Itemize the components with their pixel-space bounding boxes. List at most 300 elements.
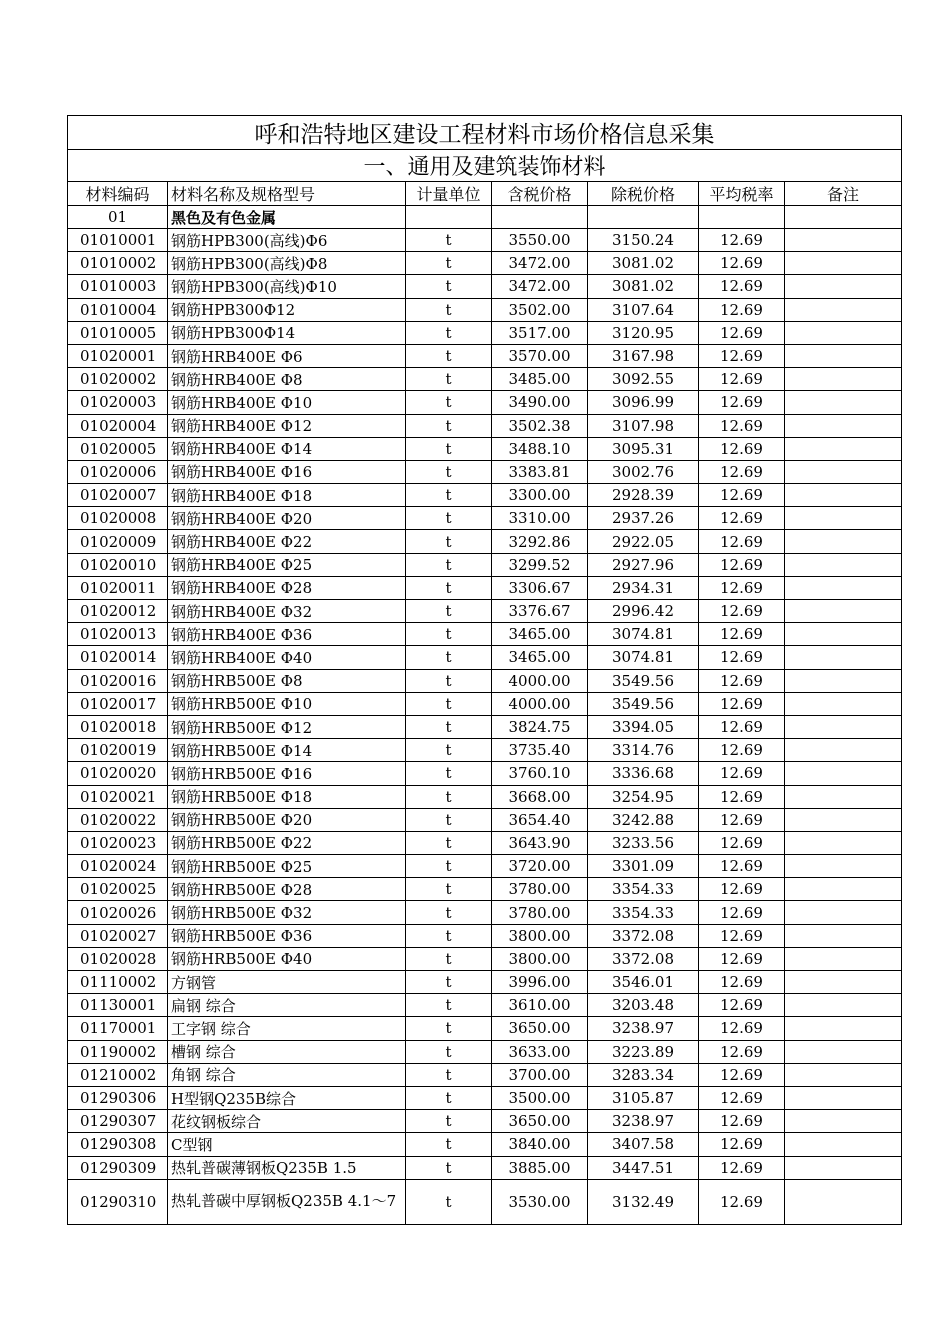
cell-price-notax[interactable]: 3354.33 bbox=[588, 878, 699, 901]
cell-name[interactable]: C型钢 bbox=[168, 1133, 406, 1156]
cell-price-notax[interactable]: 3203.48 bbox=[588, 994, 699, 1017]
cell-unit[interactable]: t bbox=[406, 368, 492, 391]
cell-price-notax[interactable]: 3074.81 bbox=[588, 646, 699, 669]
cell-price-notax[interactable]: 2996.42 bbox=[588, 600, 699, 623]
cell-unit[interactable]: t bbox=[406, 553, 492, 576]
header-note[interactable]: 备注 bbox=[785, 182, 902, 206]
cell-rate[interactable]: 12.69 bbox=[699, 901, 785, 924]
cell-name[interactable]: 扁钢 综合 bbox=[168, 994, 406, 1017]
cell-rate[interactable]: 12.69 bbox=[699, 715, 785, 738]
cell-price-tax[interactable]: 3383.81 bbox=[492, 460, 588, 483]
cell-rate[interactable]: 12.69 bbox=[699, 1110, 785, 1133]
cell-note[interactable] bbox=[785, 437, 902, 460]
cell-price-notax[interactable]: 3002.76 bbox=[588, 460, 699, 483]
cell-name[interactable]: 钢筋HRB400E Φ16 bbox=[168, 460, 406, 483]
cell-unit[interactable]: t bbox=[406, 1156, 492, 1179]
cell-code[interactable]: 01020018 bbox=[68, 715, 168, 738]
cell-price-tax[interactable]: 3485.00 bbox=[492, 368, 588, 391]
cell-price-tax[interactable]: 3465.00 bbox=[492, 623, 588, 646]
header-price-notax[interactable]: 除税价格 bbox=[588, 182, 699, 206]
cell-rate[interactable]: 12.69 bbox=[699, 1017, 785, 1040]
cell-rate[interactable]: 12.69 bbox=[699, 460, 785, 483]
cell-price-tax[interactable]: 3650.00 bbox=[492, 1017, 588, 1040]
cell-unit[interactable]: t bbox=[406, 1063, 492, 1086]
cell-unit[interactable]: t bbox=[406, 1086, 492, 1109]
cell-name[interactable]: 钢筋HRB400E Φ28 bbox=[168, 576, 406, 599]
cell-note[interactable] bbox=[785, 530, 902, 553]
category-note-cell[interactable] bbox=[785, 206, 902, 229]
cell-price-notax[interactable]: 3447.51 bbox=[588, 1156, 699, 1179]
cell-code[interactable]: 01110002 bbox=[68, 971, 168, 994]
cell-note[interactable] bbox=[785, 924, 902, 947]
header-price-tax[interactable]: 含税价格 bbox=[492, 182, 588, 206]
cell-unit[interactable]: t bbox=[406, 762, 492, 785]
cell-code[interactable]: 01020011 bbox=[68, 576, 168, 599]
cell-price-tax[interactable]: 3310.00 bbox=[492, 507, 588, 530]
cell-price-tax[interactable]: 3720.00 bbox=[492, 855, 588, 878]
cell-rate[interactable]: 12.69 bbox=[699, 1156, 785, 1179]
cell-note[interactable] bbox=[785, 1086, 902, 1109]
cell-rate[interactable]: 12.69 bbox=[699, 321, 785, 344]
cell-price-notax[interactable]: 3407.58 bbox=[588, 1133, 699, 1156]
cell-note[interactable] bbox=[785, 646, 902, 669]
cell-rate[interactable]: 12.69 bbox=[699, 391, 785, 414]
cell-name[interactable]: 钢筋HRB500E Φ36 bbox=[168, 924, 406, 947]
cell-note[interactable] bbox=[785, 1133, 902, 1156]
cell-unit[interactable]: t bbox=[406, 715, 492, 738]
header-rate[interactable]: 平均税率 bbox=[699, 182, 785, 206]
cell-code[interactable]: 01290309 bbox=[68, 1156, 168, 1179]
cell-code[interactable]: 01290308 bbox=[68, 1133, 168, 1156]
cell-note[interactable] bbox=[785, 947, 902, 970]
cell-rate[interactable]: 12.69 bbox=[699, 298, 785, 321]
cell-note[interactable] bbox=[785, 414, 902, 437]
cell-note[interactable] bbox=[785, 855, 902, 878]
cell-rate[interactable]: 12.69 bbox=[699, 646, 785, 669]
cell-rate[interactable]: 12.69 bbox=[699, 530, 785, 553]
cell-code[interactable]: 01020019 bbox=[68, 739, 168, 762]
cell-name[interactable]: H型钢Q235B综合 bbox=[168, 1086, 406, 1109]
cell-note[interactable] bbox=[785, 808, 902, 831]
cell-unit[interactable]: t bbox=[406, 252, 492, 275]
cell-price-tax[interactable]: 3500.00 bbox=[492, 1086, 588, 1109]
cell-price-notax[interactable]: 3081.02 bbox=[588, 252, 699, 275]
cell-price-tax[interactable]: 3530.00 bbox=[492, 1179, 588, 1224]
cell-price-notax[interactable]: 3254.95 bbox=[588, 785, 699, 808]
cell-unit[interactable]: t bbox=[406, 391, 492, 414]
cell-rate[interactable]: 12.69 bbox=[699, 762, 785, 785]
cell-name[interactable]: 槽钢 综合 bbox=[168, 1040, 406, 1063]
cell-code[interactable]: 01020004 bbox=[68, 414, 168, 437]
cell-unit[interactable]: t bbox=[406, 1110, 492, 1133]
cell-code[interactable]: 01020028 bbox=[68, 947, 168, 970]
cell-note[interactable] bbox=[785, 321, 902, 344]
cell-rate[interactable]: 12.69 bbox=[699, 623, 785, 646]
cell-name[interactable]: 钢筋HRB500E Φ28 bbox=[168, 878, 406, 901]
cell-price-tax[interactable]: 3996.00 bbox=[492, 971, 588, 994]
cell-note[interactable] bbox=[785, 971, 902, 994]
cell-code[interactable]: 01020026 bbox=[68, 901, 168, 924]
cell-unit[interactable]: t bbox=[406, 414, 492, 437]
cell-name[interactable]: 钢筋HRB500E Φ22 bbox=[168, 831, 406, 854]
cell-code[interactable]: 01020009 bbox=[68, 530, 168, 553]
cell-price-tax[interactable]: 3885.00 bbox=[492, 1156, 588, 1179]
cell-price-notax[interactable]: 2928.39 bbox=[588, 484, 699, 507]
cell-price-notax[interactable]: 3546.01 bbox=[588, 971, 699, 994]
cell-unit[interactable]: t bbox=[406, 878, 492, 901]
cell-note[interactable] bbox=[785, 785, 902, 808]
cell-name[interactable]: 工字钢 综合 bbox=[168, 1017, 406, 1040]
cell-price-tax[interactable]: 3780.00 bbox=[492, 878, 588, 901]
cell-price-notax[interactable]: 3354.33 bbox=[588, 901, 699, 924]
cell-price-tax[interactable]: 3472.00 bbox=[492, 275, 588, 298]
cell-price-tax[interactable]: 3800.00 bbox=[492, 924, 588, 947]
cell-name[interactable]: 钢筋HRB400E Φ22 bbox=[168, 530, 406, 553]
cell-name[interactable]: 角钢 综合 bbox=[168, 1063, 406, 1086]
cell-name[interactable]: 钢筋HRB500E Φ8 bbox=[168, 669, 406, 692]
cell-price-tax[interactable]: 4000.00 bbox=[492, 669, 588, 692]
cell-note[interactable] bbox=[785, 252, 902, 275]
cell-code[interactable]: 01010001 bbox=[68, 229, 168, 252]
cell-price-tax[interactable]: 3570.00 bbox=[492, 344, 588, 367]
cell-note[interactable] bbox=[785, 739, 902, 762]
cell-price-notax[interactable]: 2937.26 bbox=[588, 507, 699, 530]
cell-unit[interactable]: t bbox=[406, 600, 492, 623]
cell-code[interactable]: 01020005 bbox=[68, 437, 168, 460]
cell-name[interactable]: 方钢管 bbox=[168, 971, 406, 994]
cell-unit[interactable]: t bbox=[406, 831, 492, 854]
cell-rate[interactable]: 12.69 bbox=[699, 831, 785, 854]
cell-rate[interactable]: 12.69 bbox=[699, 994, 785, 1017]
cell-price-tax[interactable]: 3502.00 bbox=[492, 298, 588, 321]
category-price-notax-cell[interactable] bbox=[588, 206, 699, 229]
cell-unit[interactable]: t bbox=[406, 229, 492, 252]
cell-code[interactable]: 01190002 bbox=[68, 1040, 168, 1063]
cell-rate[interactable]: 12.69 bbox=[699, 229, 785, 252]
category-unit-cell[interactable] bbox=[406, 206, 492, 229]
cell-unit[interactable]: t bbox=[406, 901, 492, 924]
cell-unit[interactable]: t bbox=[406, 530, 492, 553]
cell-unit[interactable]: t bbox=[406, 344, 492, 367]
cell-note[interactable] bbox=[785, 553, 902, 576]
cell-price-notax[interactable]: 3372.08 bbox=[588, 947, 699, 970]
cell-rate[interactable]: 12.69 bbox=[699, 1133, 785, 1156]
cell-name[interactable]: 钢筋HRB500E Φ10 bbox=[168, 692, 406, 715]
cell-price-notax[interactable]: 2934.31 bbox=[588, 576, 699, 599]
cell-rate[interactable]: 12.69 bbox=[699, 484, 785, 507]
sheet-title[interactable]: 呼和浩特地区建设工程材料市场价格信息采集 bbox=[68, 116, 902, 150]
cell-price-tax[interactable]: 3488.10 bbox=[492, 437, 588, 460]
cell-price-notax[interactable]: 3372.08 bbox=[588, 924, 699, 947]
cell-code[interactable]: 01290307 bbox=[68, 1110, 168, 1133]
cell-name[interactable]: 热轧普碳中厚钢板Q235B 4.1～7 bbox=[168, 1179, 406, 1224]
cell-code[interactable]: 01020014 bbox=[68, 646, 168, 669]
cell-name[interactable]: 钢筋HRB400E Φ10 bbox=[168, 391, 406, 414]
cell-price-notax[interactable]: 3314.76 bbox=[588, 739, 699, 762]
cell-code[interactable]: 01010005 bbox=[68, 321, 168, 344]
cell-price-notax[interactable]: 3092.55 bbox=[588, 368, 699, 391]
cell-code[interactable]: 01020010 bbox=[68, 553, 168, 576]
cell-price-notax[interactable]: 3107.98 bbox=[588, 414, 699, 437]
category-code[interactable]: 01 bbox=[68, 206, 168, 229]
cell-name[interactable]: 花纹钢板综合 bbox=[168, 1110, 406, 1133]
cell-price-tax[interactable]: 3643.90 bbox=[492, 831, 588, 854]
cell-rate[interactable]: 12.69 bbox=[699, 947, 785, 970]
cell-price-tax[interactable]: 3306.67 bbox=[492, 576, 588, 599]
cell-name[interactable]: 钢筋HRB400E Φ25 bbox=[168, 553, 406, 576]
cell-rate[interactable]: 12.69 bbox=[699, 924, 785, 947]
cell-price-notax[interactable]: 3120.95 bbox=[588, 321, 699, 344]
cell-rate[interactable]: 12.69 bbox=[699, 368, 785, 391]
cell-unit[interactable]: t bbox=[406, 275, 492, 298]
cell-code[interactable]: 01130001 bbox=[68, 994, 168, 1017]
cell-rate[interactable]: 12.69 bbox=[699, 344, 785, 367]
cell-note[interactable] bbox=[785, 576, 902, 599]
cell-rate[interactable]: 12.69 bbox=[699, 1179, 785, 1224]
cell-note[interactable] bbox=[785, 368, 902, 391]
cell-name[interactable]: 钢筋HRB500E Φ18 bbox=[168, 785, 406, 808]
cell-unit[interactable]: t bbox=[406, 298, 492, 321]
cell-note[interactable] bbox=[785, 344, 902, 367]
cell-unit[interactable]: t bbox=[406, 1017, 492, 1040]
cell-price-tax[interactable]: 3654.40 bbox=[492, 808, 588, 831]
cell-code[interactable]: 01020012 bbox=[68, 600, 168, 623]
cell-unit[interactable]: t bbox=[406, 692, 492, 715]
cell-code[interactable]: 01020020 bbox=[68, 762, 168, 785]
cell-price-tax[interactable]: 3376.67 bbox=[492, 600, 588, 623]
cell-price-tax[interactable]: 3472.00 bbox=[492, 252, 588, 275]
cell-rate[interactable]: 12.69 bbox=[699, 576, 785, 599]
cell-name[interactable]: 钢筋HRB500E Φ25 bbox=[168, 855, 406, 878]
cell-rate[interactable]: 12.69 bbox=[699, 855, 785, 878]
cell-price-tax[interactable]: 3292.86 bbox=[492, 530, 588, 553]
cell-unit[interactable]: t bbox=[406, 576, 492, 599]
cell-price-notax[interactable]: 3394.05 bbox=[588, 715, 699, 738]
cell-code[interactable]: 01020025 bbox=[68, 878, 168, 901]
cell-code[interactable]: 01020008 bbox=[68, 507, 168, 530]
cell-code[interactable]: 01020024 bbox=[68, 855, 168, 878]
cell-note[interactable] bbox=[785, 484, 902, 507]
cell-code[interactable]: 01010004 bbox=[68, 298, 168, 321]
cell-rate[interactable]: 12.69 bbox=[699, 414, 785, 437]
cell-note[interactable] bbox=[785, 507, 902, 530]
cell-code[interactable]: 01020003 bbox=[68, 391, 168, 414]
cell-price-tax[interactable]: 3800.00 bbox=[492, 947, 588, 970]
cell-price-notax[interactable]: 3132.49 bbox=[588, 1179, 699, 1224]
cell-unit[interactable]: t bbox=[406, 1040, 492, 1063]
cell-rate[interactable]: 12.69 bbox=[699, 1086, 785, 1109]
cell-unit[interactable]: t bbox=[406, 994, 492, 1017]
cell-price-notax[interactable]: 3107.64 bbox=[588, 298, 699, 321]
cell-name[interactable]: 钢筋HRB400E Φ6 bbox=[168, 344, 406, 367]
cell-name[interactable]: 钢筋HRB400E Φ14 bbox=[168, 437, 406, 460]
cell-unit[interactable]: t bbox=[406, 785, 492, 808]
cell-price-tax[interactable]: 3490.00 bbox=[492, 391, 588, 414]
cell-price-tax[interactable]: 3650.00 bbox=[492, 1110, 588, 1133]
cell-price-notax[interactable]: 2922.05 bbox=[588, 530, 699, 553]
cell-note[interactable] bbox=[785, 391, 902, 414]
cell-price-notax[interactable]: 3223.89 bbox=[588, 1040, 699, 1063]
cell-note[interactable] bbox=[785, 1063, 902, 1086]
cell-code[interactable]: 01020016 bbox=[68, 669, 168, 692]
cell-price-notax[interactable]: 3074.81 bbox=[588, 623, 699, 646]
cell-rate[interactable]: 12.69 bbox=[699, 252, 785, 275]
cell-price-notax[interactable]: 3150.24 bbox=[588, 229, 699, 252]
cell-price-tax[interactable]: 3300.00 bbox=[492, 484, 588, 507]
cell-code[interactable]: 01020001 bbox=[68, 344, 168, 367]
cell-rate[interactable]: 12.69 bbox=[699, 785, 785, 808]
cell-price-tax[interactable]: 3824.75 bbox=[492, 715, 588, 738]
cell-name[interactable]: 钢筋HRB500E Φ14 bbox=[168, 739, 406, 762]
cell-note[interactable] bbox=[785, 669, 902, 692]
cell-price-notax[interactable]: 3095.31 bbox=[588, 437, 699, 460]
cell-note[interactable] bbox=[785, 623, 902, 646]
cell-price-tax[interactable]: 3550.00 bbox=[492, 229, 588, 252]
cell-price-tax[interactable]: 3780.00 bbox=[492, 901, 588, 924]
cell-code[interactable]: 01010003 bbox=[68, 275, 168, 298]
cell-note[interactable] bbox=[785, 600, 902, 623]
cell-unit[interactable]: t bbox=[406, 855, 492, 878]
cell-price-notax[interactable]: 3549.56 bbox=[588, 669, 699, 692]
cell-unit[interactable]: t bbox=[406, 924, 492, 947]
cell-unit[interactable]: t bbox=[406, 739, 492, 762]
cell-note[interactable] bbox=[785, 460, 902, 483]
cell-name[interactable]: 钢筋HRB400E Φ8 bbox=[168, 368, 406, 391]
cell-code[interactable]: 01020021 bbox=[68, 785, 168, 808]
cell-unit[interactable]: t bbox=[406, 646, 492, 669]
cell-price-tax[interactable]: 3610.00 bbox=[492, 994, 588, 1017]
cell-price-notax[interactable]: 3167.98 bbox=[588, 344, 699, 367]
cell-code[interactable]: 01020027 bbox=[68, 924, 168, 947]
cell-price-tax[interactable]: 3700.00 bbox=[492, 1063, 588, 1086]
cell-name[interactable]: 钢筋HRB500E Φ20 bbox=[168, 808, 406, 831]
cell-name[interactable]: 钢筋HRB500E Φ40 bbox=[168, 947, 406, 970]
cell-name[interactable]: 钢筋HRB500E Φ32 bbox=[168, 901, 406, 924]
cell-note[interactable] bbox=[785, 1040, 902, 1063]
cell-note[interactable] bbox=[785, 298, 902, 321]
sheet-subtitle[interactable]: 一、通用及建筑装饰材料 bbox=[68, 150, 902, 182]
cell-note[interactable] bbox=[785, 1156, 902, 1179]
cell-price-tax[interactable]: 3633.00 bbox=[492, 1040, 588, 1063]
cell-price-notax[interactable]: 3336.68 bbox=[588, 762, 699, 785]
cell-name[interactable]: 钢筋HRB400E Φ36 bbox=[168, 623, 406, 646]
cell-unit[interactable]: t bbox=[406, 971, 492, 994]
cell-price-tax[interactable]: 3735.40 bbox=[492, 739, 588, 762]
cell-unit[interactable]: t bbox=[406, 460, 492, 483]
cell-price-notax[interactable]: 3242.88 bbox=[588, 808, 699, 831]
cell-price-tax[interactable]: 3760.10 bbox=[492, 762, 588, 785]
cell-code[interactable]: 01210002 bbox=[68, 1063, 168, 1086]
cell-rate[interactable]: 12.69 bbox=[699, 669, 785, 692]
cell-note[interactable] bbox=[785, 831, 902, 854]
cell-name[interactable]: 钢筋HRB400E Φ12 bbox=[168, 414, 406, 437]
cell-rate[interactable]: 12.69 bbox=[699, 692, 785, 715]
cell-price-notax[interactable]: 3081.02 bbox=[588, 275, 699, 298]
cell-code[interactable]: 01020002 bbox=[68, 368, 168, 391]
cell-code[interactable]: 01020022 bbox=[68, 808, 168, 831]
cell-note[interactable] bbox=[785, 878, 902, 901]
cell-price-notax[interactable]: 3283.34 bbox=[588, 1063, 699, 1086]
cell-note[interactable] bbox=[785, 1110, 902, 1133]
cell-price-notax[interactable]: 3105.87 bbox=[588, 1086, 699, 1109]
cell-note[interactable] bbox=[785, 901, 902, 924]
cell-name[interactable]: 钢筋HPB300(高线)Φ10 bbox=[168, 275, 406, 298]
cell-rate[interactable]: 12.69 bbox=[699, 808, 785, 831]
cell-code[interactable]: 01290306 bbox=[68, 1086, 168, 1109]
cell-note[interactable] bbox=[785, 692, 902, 715]
cell-price-tax[interactable]: 3840.00 bbox=[492, 1133, 588, 1156]
cell-rate[interactable]: 12.69 bbox=[699, 553, 785, 576]
cell-code[interactable]: 01020017 bbox=[68, 692, 168, 715]
cell-price-tax[interactable]: 4000.00 bbox=[492, 692, 588, 715]
cell-unit[interactable]: t bbox=[406, 808, 492, 831]
cell-code[interactable]: 01290310 bbox=[68, 1179, 168, 1224]
header-code[interactable]: 材料编码 bbox=[68, 182, 168, 206]
category-name[interactable]: 黑色及有色金属 bbox=[168, 206, 406, 229]
cell-name[interactable]: 钢筋HPB300Φ12 bbox=[168, 298, 406, 321]
cell-name[interactable]: 钢筋HRB500E Φ12 bbox=[168, 715, 406, 738]
cell-name[interactable]: 热轧普碳薄钢板Q235B 1.5 bbox=[168, 1156, 406, 1179]
cell-rate[interactable]: 12.69 bbox=[699, 437, 785, 460]
cell-name[interactable]: 钢筋HRB400E Φ20 bbox=[168, 507, 406, 530]
cell-rate[interactable]: 12.69 bbox=[699, 971, 785, 994]
cell-name[interactable]: 钢筋HPB300Φ14 bbox=[168, 321, 406, 344]
cell-price-tax[interactable]: 3299.52 bbox=[492, 553, 588, 576]
cell-price-notax[interactable]: 3238.97 bbox=[588, 1017, 699, 1040]
cell-unit[interactable]: t bbox=[406, 507, 492, 530]
cell-note[interactable] bbox=[785, 715, 902, 738]
cell-note[interactable] bbox=[785, 1179, 902, 1224]
cell-name[interactable]: 钢筋HRB400E Φ40 bbox=[168, 646, 406, 669]
category-rate-cell[interactable] bbox=[699, 206, 785, 229]
cell-price-tax[interactable]: 3465.00 bbox=[492, 646, 588, 669]
cell-note[interactable] bbox=[785, 1017, 902, 1040]
cell-price-notax[interactable]: 3238.97 bbox=[588, 1110, 699, 1133]
cell-code[interactable]: 01020006 bbox=[68, 460, 168, 483]
cell-name[interactable]: 钢筋HRB400E Φ32 bbox=[168, 600, 406, 623]
cell-price-notax[interactable]: 3549.56 bbox=[588, 692, 699, 715]
cell-rate[interactable]: 12.69 bbox=[699, 507, 785, 530]
cell-name[interactable]: 钢筋HRB500E Φ16 bbox=[168, 762, 406, 785]
cell-code[interactable]: 01010002 bbox=[68, 252, 168, 275]
cell-rate[interactable]: 12.69 bbox=[699, 1063, 785, 1086]
cell-code[interactable]: 01020007 bbox=[68, 484, 168, 507]
cell-rate[interactable]: 12.69 bbox=[699, 878, 785, 901]
cell-code[interactable]: 01020023 bbox=[68, 831, 168, 854]
cell-rate[interactable]: 12.69 bbox=[699, 600, 785, 623]
cell-price-notax[interactable]: 3233.56 bbox=[588, 831, 699, 854]
cell-price-tax[interactable]: 3517.00 bbox=[492, 321, 588, 344]
cell-unit[interactable]: t bbox=[406, 1133, 492, 1156]
cell-rate[interactable]: 12.69 bbox=[699, 739, 785, 762]
cell-rate[interactable]: 12.69 bbox=[699, 1040, 785, 1063]
cell-note[interactable] bbox=[785, 994, 902, 1017]
cell-name[interactable]: 钢筋HPB300(高线)Φ8 bbox=[168, 252, 406, 275]
cell-note[interactable] bbox=[785, 229, 902, 252]
cell-unit[interactable]: t bbox=[406, 669, 492, 692]
cell-code[interactable]: 01020013 bbox=[68, 623, 168, 646]
cell-unit[interactable]: t bbox=[406, 947, 492, 970]
cell-price-notax[interactable]: 3301.09 bbox=[588, 855, 699, 878]
cell-unit[interactable]: t bbox=[406, 437, 492, 460]
cell-price-notax[interactable]: 3096.99 bbox=[588, 391, 699, 414]
category-price-tax-cell[interactable] bbox=[492, 206, 588, 229]
cell-price-tax[interactable]: 3502.38 bbox=[492, 414, 588, 437]
cell-rate[interactable]: 12.69 bbox=[699, 275, 785, 298]
cell-name[interactable]: 钢筋HRB400E Φ18 bbox=[168, 484, 406, 507]
header-unit[interactable]: 计量单位 bbox=[406, 182, 492, 206]
cell-name[interactable]: 钢筋HPB300(高线)Φ6 bbox=[168, 229, 406, 252]
